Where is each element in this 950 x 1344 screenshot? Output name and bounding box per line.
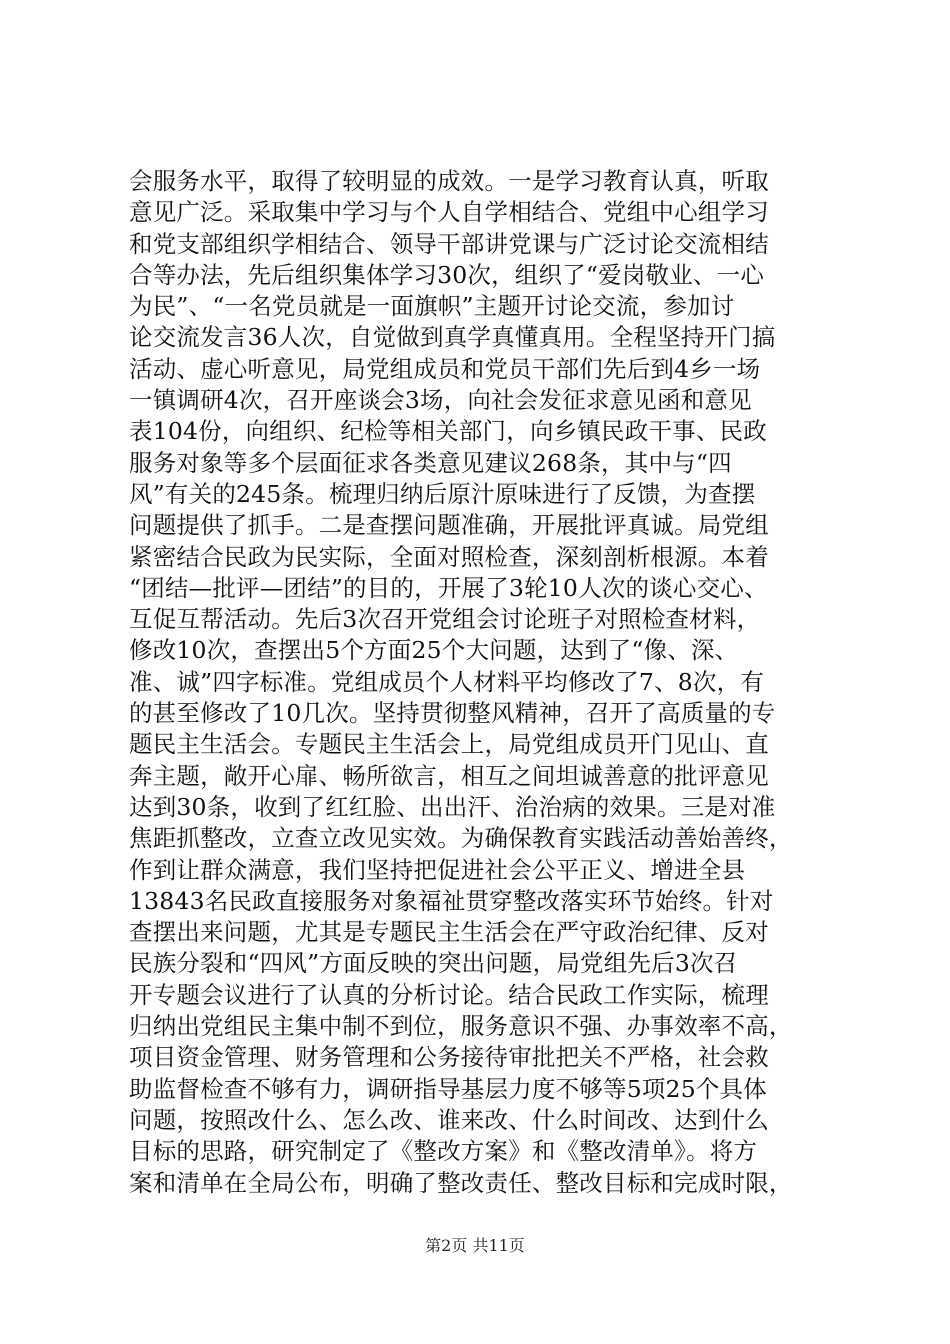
text-line: 紧密结合民政为民实际，全面对照检查，深刻剖析根源。本着	[129, 542, 769, 571]
text-line: 为民”、“一名党员就是一面旗帜”主题开讨论交流，参加讨	[129, 292, 735, 321]
text-line: 项目资金管理、财务管理和公务接待审批把关不严格，社会救	[129, 1043, 769, 1072]
text-line: 案和清单在全局公布，明确了整改责任、整改目标和完成时限，	[129, 1168, 793, 1197]
text-line: 问题提供了抓手。二是查摆问题准确，开展批评真诚。局党组	[129, 511, 769, 540]
text-line: 会服务水平，取得了较明显的成效。一是学习教育认真，听取	[129, 167, 769, 195]
text-line: 表104份，向组织、纪检等相关部门，向乡镇民政干事、民政	[129, 417, 767, 446]
text-line: 问题，按照改什么、怎么改、谁来改、什么时间改、达到什么	[129, 1105, 769, 1134]
text-line: 助监督检查不够有力，调研指导基层力度不够等5项25个具体	[129, 1074, 767, 1103]
text-line: 目标的思路，研究制定了《整改方案》和《整改清单》。将方	[129, 1137, 758, 1166]
text-line: 开专题会议进行了认真的分析讨论。结合民政工作实际，梳理	[129, 980, 769, 1009]
text-line: 作到让群众满意，我们坚持把促进社会公平正义、增进全县	[129, 855, 746, 884]
text-line: 服务对象等多个层面征求各类意见建议268条，其中与“四	[129, 448, 732, 477]
text-line: 题民主生活会。专题民主生活会上，局党组成员开门见山、直	[129, 730, 769, 759]
text-line: 合等办法，先后组织集体学习30次，组织了“爱岗敬业、一心	[129, 260, 765, 289]
text-line: 焦距抓整改，立查立改见实效。为确保教育实践活动善始善终，	[129, 824, 793, 853]
text-line: 民族分裂和“四风”方面反映的突出问题，局党组先后3次召	[129, 949, 738, 978]
page-footer	[0, 1236, 950, 1256]
text-line: 的甚至修改了10几次。坚持贯彻整风精神，召开了高质量的专	[129, 699, 776, 728]
text-line: 风”有关的245条。梳理归纳后原汁原味进行了反馈，为查摆	[129, 479, 756, 508]
text-line: 活动、虚心听意见，局党组成员和党员干部们先后到4乡一场	[129, 354, 761, 383]
body-text	[129, 166, 841, 1199]
text-line: 和党支部组织学相结合、领导干部讲党课与广泛讨论交流相结	[129, 229, 769, 258]
text-line: 达到30条，收到了红红脸、出出汗、治治病的效果。三是对准	[129, 792, 776, 821]
text-line: 查摆出来问题，尤其是专题民主生活会在严守政治纪律、反对	[129, 918, 769, 947]
text-line: 13843名民政直接服务对象福祉贯穿整改落实环节始终。针对	[129, 886, 774, 915]
text-line: 互促互帮活动。先后3次召开党组会讨论班子对照检查材料，	[129, 605, 761, 634]
text-line: 修改10次，查摆出5个方面25个大问题，达到了“像、深、	[129, 636, 739, 665]
text-line: 一镇调研4次，召开座谈会3场，向社会发征求意见函和意见	[129, 386, 752, 415]
text-line: 准、诚”四字标准。党组成员个人材料平均修改了7、8次，有	[129, 667, 765, 696]
text-line: “团结—批评—团结”的目的，开展了3轮10人次的谈心交心、	[129, 573, 768, 602]
text-line: 意见广泛。采取集中学习与个人自学相结合、党组中心组学习	[129, 198, 769, 227]
text-line: 归纳出党组民主集中制不到位，服务意识不强、办事效率不高，	[129, 1012, 793, 1041]
text-line: 奔主题，敞开心扉、畅所欲言，相互之间坦诚善意的批评意见	[129, 761, 769, 790]
page-number: 第2页 共11页	[425, 1236, 525, 1255]
text-line: 论交流发言36人次，自觉做到真学真懂真用。全程坚持开门搞	[129, 323, 776, 352]
